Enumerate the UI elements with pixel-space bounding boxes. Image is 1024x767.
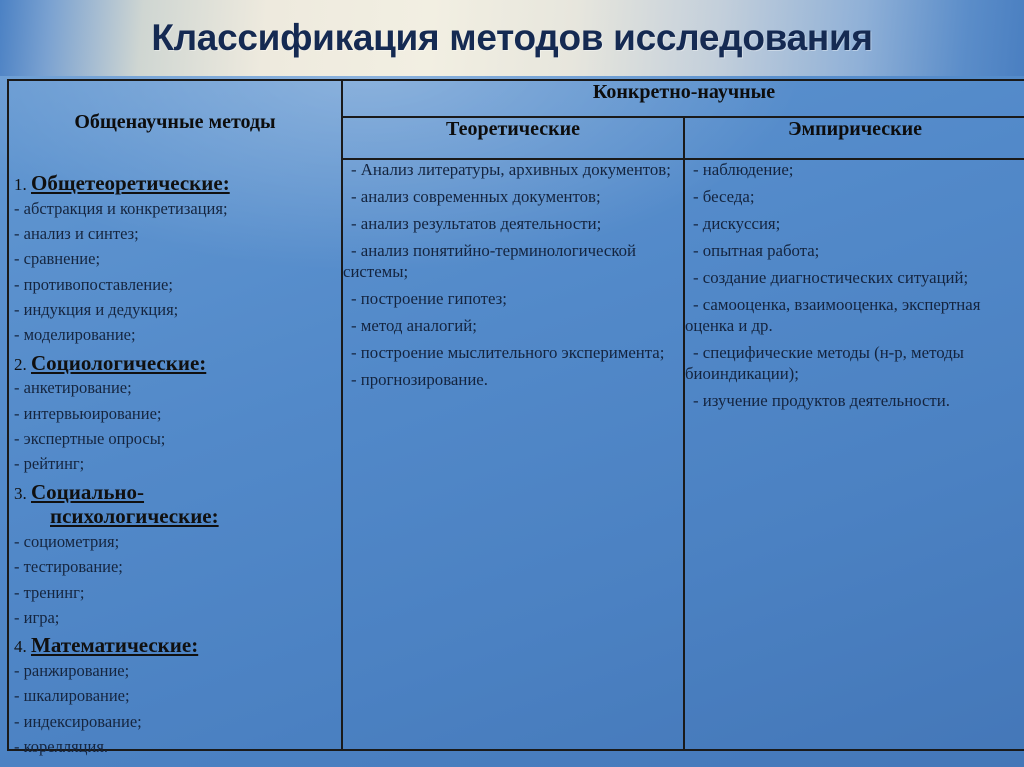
theoretical-method-item: - анализ результатов деятельности; bbox=[351, 213, 602, 233]
method-group-number: 4. bbox=[14, 637, 31, 657]
cell-general-scientific-methods bbox=[14, 170, 334, 762]
method-item: - шкалирование; bbox=[14, 686, 130, 706]
empirical-method-item: - беседа; bbox=[693, 186, 755, 206]
table-header-row-1 bbox=[8, 80, 1024, 117]
method-item: - сравнение; bbox=[14, 249, 101, 269]
header-label-empirical: Эмпирические bbox=[787, 118, 923, 140]
method-group-number: 3. bbox=[14, 483, 31, 503]
empirical-method-item: - наблюдение; bbox=[693, 160, 794, 179]
method-item: - рейтинг; bbox=[14, 454, 85, 474]
method-item: - тренинг; bbox=[14, 582, 85, 602]
theoretical-method-item: - анализ понятийно-терминологической системы; bbox=[343, 240, 637, 281]
method-item: - интервьюирование; bbox=[14, 403, 162, 423]
header-cell-empirical bbox=[684, 117, 1024, 159]
theoretical-method-item: - метод аналогий; bbox=[351, 315, 477, 335]
method-item: - индукция и дедукция; bbox=[14, 299, 179, 319]
method-item: - абстракция и конкретизация; bbox=[14, 198, 228, 218]
theoretical-method-item: - построение мыслительного эксперимента; bbox=[351, 342, 665, 362]
method-group-heading bbox=[14, 171, 334, 196]
theoretical-method-item: - прогнозирование. bbox=[351, 369, 488, 389]
method-item: - ранжирование; bbox=[14, 660, 130, 680]
method-group-heading bbox=[14, 351, 334, 376]
method-item: - социометрия; bbox=[14, 532, 120, 552]
method-group-number: 2. bbox=[14, 354, 31, 374]
header-cell-specific-scientific bbox=[342, 80, 1024, 117]
method-group-heading bbox=[14, 633, 334, 658]
theoretical-method-item: - анализ современных документов; bbox=[351, 186, 601, 206]
empirical-method-item: - опытная работа; bbox=[693, 240, 820, 260]
header-label-specific-scientific: Конкретно-научные bbox=[592, 81, 776, 103]
theoretical-method-item: - построение гипотез; bbox=[351, 288, 507, 308]
method-item: - анализ и синтез; bbox=[14, 224, 139, 244]
method-item: - тестирование; bbox=[14, 557, 123, 577]
method-item: - моделирование; bbox=[14, 325, 136, 345]
header-cell-theoretical bbox=[342, 117, 684, 159]
method-group-title: Общетеоретические: bbox=[31, 171, 230, 195]
method-group-title: Математические: bbox=[31, 633, 199, 658]
theoretical-method-item: - Анализ литературы, архивных документов; bbox=[351, 160, 671, 179]
method-item: - анкетирование; bbox=[14, 378, 132, 398]
method-group-title: Социологические: bbox=[31, 350, 207, 375]
method-group-title-continued: психологические: bbox=[50, 504, 219, 529]
cell-theoretical-methods bbox=[342, 159, 684, 750]
empirical-method-item: - изучение продуктов деятельности. bbox=[693, 390, 950, 410]
empirical-method-item: - специфические методы (н-р, методы биоиндикации); bbox=[685, 342, 964, 383]
method-item: - игра; bbox=[14, 607, 60, 627]
header-label-general-scientific: Общенаучные методы bbox=[74, 111, 276, 133]
cell-empirical-methods bbox=[684, 159, 1024, 750]
method-group-number: 1. bbox=[14, 175, 31, 194]
empirical-method-item: - дискуссия; bbox=[693, 213, 781, 233]
header-label-theoretical: Теоретические bbox=[445, 118, 580, 140]
empirical-method-item: - самооценка, взаимооценка, экспертная оценка и др. bbox=[685, 294, 981, 335]
empirical-method-item: - создание диагностических ситуаций; bbox=[693, 267, 969, 287]
theoretical-method-list bbox=[343, 160, 683, 391]
empirical-method-list bbox=[685, 160, 1024, 412]
method-group-title: Социально- bbox=[31, 479, 145, 504]
method-item: - корелляция. bbox=[14, 736, 109, 756]
method-item: - экспертные опросы; bbox=[14, 428, 166, 448]
method-item: - индексирование; bbox=[14, 711, 142, 731]
title-band bbox=[0, 0, 1024, 76]
method-group-heading bbox=[14, 480, 334, 530]
page-title: Классификация методов исследования bbox=[151, 17, 873, 58]
method-item: - противопоставление; bbox=[14, 274, 173, 294]
